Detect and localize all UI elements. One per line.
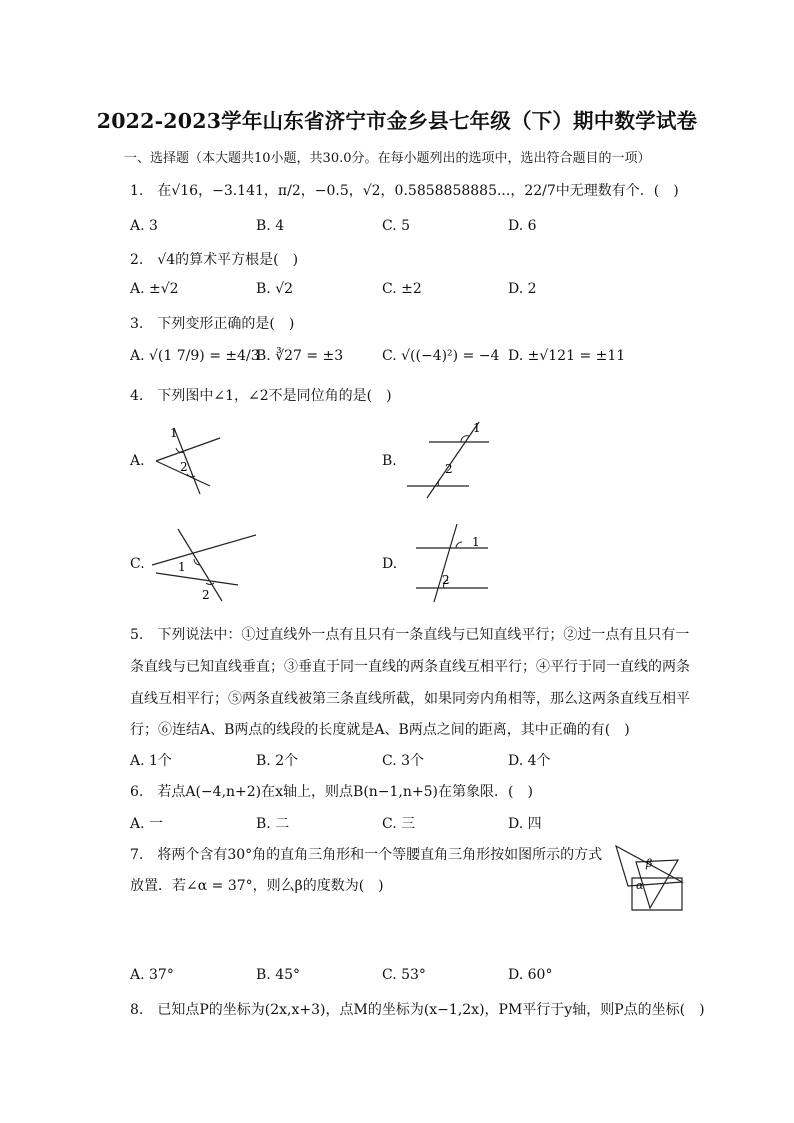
q4-figure-a	[150, 420, 230, 500]
q6-option-d[interactable]: D. 四	[508, 816, 542, 832]
q4d-angle-1-label: 1	[472, 535, 480, 549]
q7-option-a[interactable]: A. 37°	[130, 967, 174, 983]
page-title: 2022-2023学年山东省济宁市金乡县七年级（下）期中数学试卷	[96, 109, 698, 133]
q4a-angle-2-label: 2	[180, 460, 188, 474]
q2-option-c[interactable]: C. ±2	[382, 281, 422, 297]
q7-alpha-label: α	[636, 879, 644, 892]
question-5-line-2: 条直线与已知直线垂直；③垂直于同一直线的两条直线互相平行；④平行于同一直线的两条	[130, 659, 690, 675]
section-heading: 一、选择题（本大题共10小题，共30.0分。在每小题列出的选项中，选出符合题目的一项）	[124, 151, 651, 166]
q1-option-d[interactable]: D. 6	[508, 218, 537, 234]
q7-triangle-figure	[612, 842, 692, 914]
question-8-text: 8. 已知点P的坐标为(2x,x+3)，点M的坐标为(x−1,2x)，PM平行于y轴，则P点的坐标( )	[130, 1002, 705, 1018]
q4-option-d[interactable]: D.	[382, 556, 398, 572]
q4d-angle-2-label: 2	[442, 573, 450, 587]
q2-option-b[interactable]: B. √2	[256, 281, 294, 297]
question-5-line-3: 直线互相平行；⑤两条直线被第三条直线所截，如果同旁内角相等，那么这两条直线互相平	[130, 691, 690, 707]
q4-figure-b	[405, 418, 490, 503]
q4-figure-d	[410, 520, 490, 605]
q2-option-a[interactable]: A. ±√2	[130, 281, 179, 297]
question-7-line-2: 放置．若∠α = 37°，则么β的度数为( )	[130, 878, 384, 894]
q6-option-a[interactable]: A. 一	[130, 816, 164, 832]
q4-option-c[interactable]: C.	[130, 556, 145, 572]
q4-option-b[interactable]: B.	[382, 453, 397, 469]
q3-option-b[interactable]: B. ∛27 = ±3	[256, 348, 344, 364]
q7-option-b[interactable]: B. 45°	[256, 967, 301, 983]
q5-option-a[interactable]: A. 1个	[130, 753, 172, 769]
question-7-line-1: 7. 将两个含有30°角的直角三角形和一个等腰直角三角形按如图所示的方式	[130, 847, 603, 863]
q4a-angle-1-label: 1	[170, 426, 178, 440]
question-2-text: 2. √4的算术平方根是( )	[130, 252, 299, 268]
q3-option-a[interactable]: A. √(1 7/9) = ±4/3	[130, 348, 260, 364]
question-5-line-4: 行；⑥连结A、B两点的线段的长度就是A、B两点之间的距离，其中正确的有( )	[130, 722, 630, 738]
q4-figure-c	[150, 525, 260, 605]
q4b-angle-2-label: 2	[445, 462, 453, 476]
question-6-text: 6. 若点A(−4,n+2)在x轴上，则点B(n−1,n+5)在第象限．( )	[130, 784, 533, 800]
q6-option-b[interactable]: B. 二	[256, 816, 290, 832]
q7-option-d[interactable]: D. 60°	[508, 967, 553, 983]
q1-option-a[interactable]: A. 3	[130, 218, 158, 234]
q4-option-a[interactable]: A.	[130, 453, 145, 469]
q5-option-d[interactable]: D. 4个	[508, 753, 551, 769]
q1-option-b[interactable]: B. 4	[256, 218, 285, 234]
q4c-angle-2-label: 2	[202, 588, 210, 602]
q5-option-b[interactable]: B. 2个	[256, 753, 299, 769]
question-5-line-1: 5. 下列说法中：①过直线外一点有且只有一条直线与已知直线平行；②过一点有且只有一	[130, 627, 690, 643]
q3-option-d[interactable]: D. ±√121 = ±11	[508, 348, 626, 364]
q5-option-c[interactable]: C. 3个	[382, 753, 425, 769]
q6-option-c[interactable]: C. 三	[382, 816, 416, 832]
question-3-text: 3. 下列变形正确的是( )	[130, 316, 295, 332]
question-4-text: 4. 下列图中∠1，∠2不是同位角的是( )	[130, 388, 392, 404]
q4b-angle-1-label: 1	[473, 421, 481, 435]
question-1-text: 1. 在√16，−3.141，π/2，−0.5，√2，0.5858858885...，22/7中无理数有个．( )	[130, 183, 679, 199]
q2-option-d[interactable]: D. 2	[508, 281, 537, 297]
q7-option-c[interactable]: C. 53°	[382, 967, 426, 983]
q4c-angle-1-label: 1	[178, 560, 186, 574]
q7-beta-label: β	[646, 857, 653, 870]
q3-option-c[interactable]: C. √((−4)²) = −4	[382, 348, 500, 364]
q1-option-c[interactable]: C. 5	[382, 218, 411, 234]
